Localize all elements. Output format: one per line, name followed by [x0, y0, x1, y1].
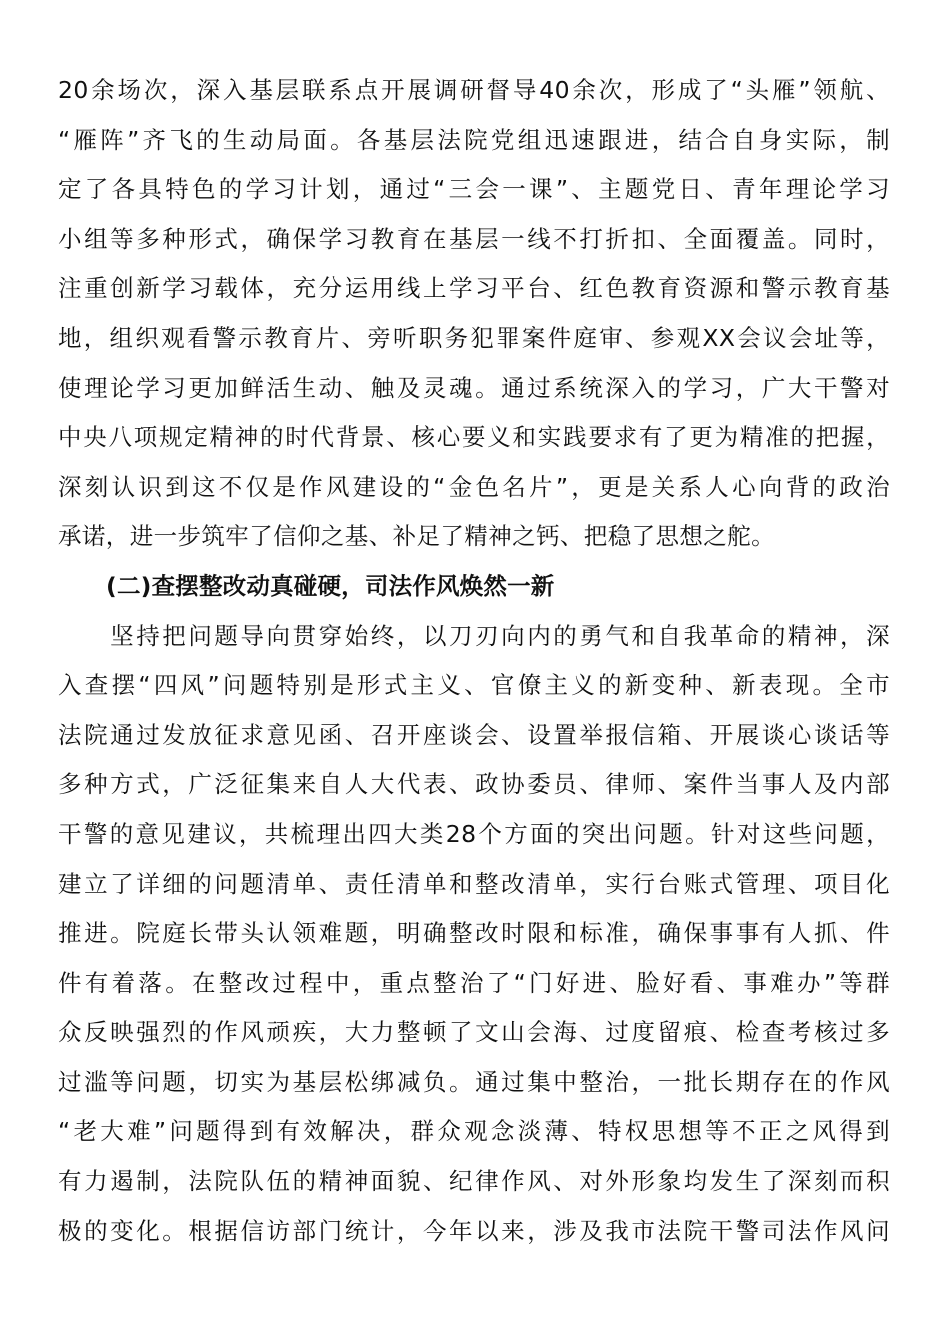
text-line: 使理论学习更加鲜活生动、触及灵魂。通过系统深入的学习，广大干警对 — [58, 373, 890, 402]
text-line: 极的变化。根据信访部门统计，今年以来，涉及我市法院干警司法作风问 — [58, 1216, 890, 1245]
text-line: 定了各具特色的学习计划，通过“三会一课”、主题党日、青年理论学习 — [58, 175, 890, 204]
text-line: “老大难”问题得到有效解决，群众观念淡薄、特权思想等不正之风得到 — [58, 1117, 890, 1146]
text-line: 众反映强烈的作风顽疾，大力整顿了文山会海、过度留痕、检查考核过多 — [58, 1018, 890, 1047]
text-line: 多种方式，广泛征集来自人大代表、政协委员、律师、案件当事人及内部 — [58, 770, 890, 799]
paragraph-2 — [58, 612, 890, 1257]
text-line: 干警的意见建议，共梳理出四大类28个方面的突出问题。针对这些问题， — [58, 819, 890, 848]
text-line: 小组等多种形式，确保学习教育在基层一线不打折扣、全面覆盖。同时， — [58, 224, 890, 253]
paragraph-1 — [58, 66, 890, 562]
text-line: 注重创新学习载体，充分运用线上学习平台、红色教育资源和警示教育基 — [58, 274, 890, 303]
text-line: 20余场次，深入基层联系点开展调研督导40余次，形成了“头雁”领航、 — [58, 76, 890, 104]
text-line: “雁阵”齐飞的生动局面。各基层法院党组迅速跟进，结合自身实际，制 — [58, 125, 890, 154]
text-line: 承诺，进一步筑牢了信仰之基、补足了精神之钙、把稳了思想之舵。 — [58, 522, 775, 551]
document-page — [58, 66, 890, 1256]
section-heading: (二)查摆整改动真碰硬，司法作风焕然一新 — [106, 571, 555, 600]
text-line: 中央八项规定精神的时代背景、核心要义和实践要求有了更为精准的把握， — [58, 423, 890, 452]
text-line: 地，组织观看警示教育片、旁听职务犯罪案件庭审、参观XX会议会址等， — [58, 323, 890, 352]
text-line: 法院通过发放征求意见函、召开座谈会、设置举报信箱、开展谈心谈话等 — [58, 720, 890, 749]
text-line: 入查摆“四风”问题特别是形式主义、官僚主义的新变种、新表现。全市 — [58, 671, 890, 700]
text-line: 推进。院庭长带头认领难题，明确整改时限和标准，确保事事有人抓、件 — [58, 919, 890, 948]
text-line: 有力遏制，法院队伍的精神面貌、纪律作风、对外形象均发生了深刻而积 — [58, 1167, 890, 1196]
text-line: 深刻认识到这不仅是作风建设的“金色名片”，更是关系人心向背的政治 — [58, 472, 890, 501]
text-line: 过滥等问题，切实为基层松绑减负。通过集中整治，一批长期存在的作风 — [58, 1067, 890, 1096]
text-line: 件有着落。在整改过程中，重点整治了“门好进、脸好看、事难办”等群 — [58, 968, 890, 997]
text-line: 建立了详细的问题清单、责任清单和整改清单，实行台账式管理、项目化 — [58, 869, 890, 898]
text-line: 坚持把问题导向贯穿始终，以刀刃向内的勇气和自我革命的精神，深 — [58, 621, 890, 650]
